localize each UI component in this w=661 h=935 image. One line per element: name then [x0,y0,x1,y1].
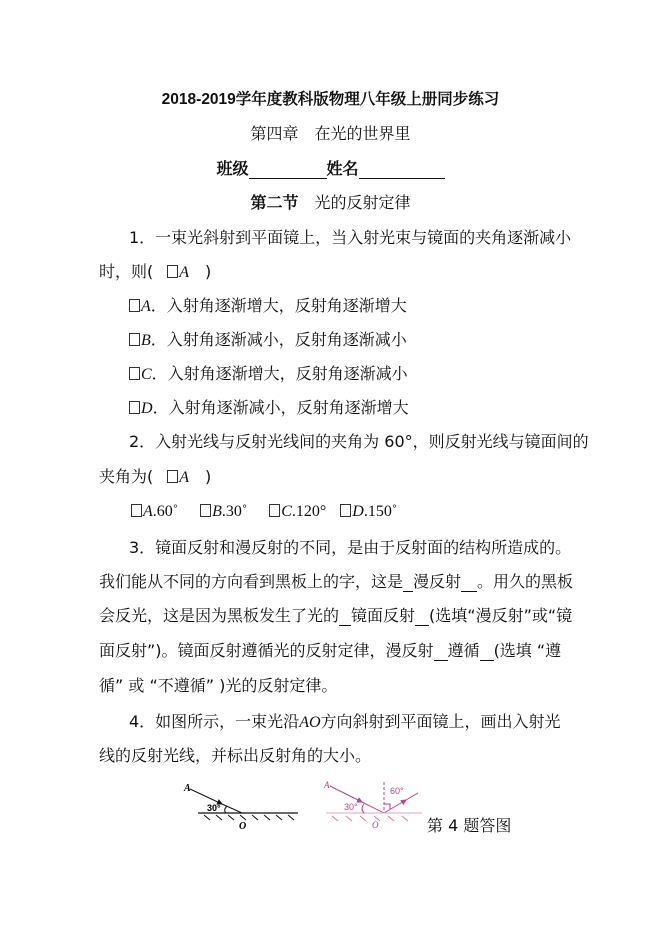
class-label: 班级 [216,159,249,178]
reflect-angle-arc [384,804,390,809]
option-letter: A [141,298,151,315]
section-title: 光的反射定律 [314,193,411,212]
q1-line1: 1．一束光斜射到平面镜上，当入射光束与镜面的夹角逐渐减小 [129,228,572,247]
reflection-answer-diagram [322,780,422,832]
class-blank[interactable] [249,162,327,179]
checkbox-icon [340,504,351,517]
q1-line2 [99,262,211,283]
q3-text: 面反射”)。镜面反射遵循光的反射定律，漫反射 [99,641,434,660]
point-o-label: O [239,821,247,832]
q2-option-a [131,503,178,520]
option-text: ．入射角逐渐增大，反射角逐渐增大 [150,296,407,315]
checkbox-icon [129,333,140,346]
option-text: .30˚ [221,503,248,520]
q4-text: 方向斜射到平面镜上，画出入射光 [320,712,561,731]
angle-arc [225,806,227,813]
checkbox-icon [167,470,178,483]
checkbox-icon [200,504,211,517]
q1-option-d [129,398,409,419]
q3-blank-2: 镜面反射 [351,606,416,625]
q1-answer: A [179,264,190,281]
option-letter: C [141,366,152,383]
q4-question-figure [180,778,304,836]
checkbox-icon [129,299,140,312]
section-label: 第二节 [250,193,299,212]
q2-option-c [269,503,326,520]
q4-answer-figure [322,780,422,832]
option-letter: B [141,332,151,349]
mirror-hatching [332,816,408,821]
option-text: ．入射角逐渐减小，反射角逐渐增大 [152,398,409,417]
option-letter: C [281,503,292,520]
checkbox-icon [129,367,140,380]
q2-option-d [340,503,397,520]
q3-blank-1: 漫反射 [413,572,462,591]
section-heading [0,193,661,213]
mirror-diagram [180,778,304,836]
document-title: 2018-2019学年度教科版物理八年级上册同步练习 [161,91,500,108]
q1-suffix: ) [205,262,212,281]
q3-blank-3: 遵循 [447,641,480,660]
q4-variable: AO [299,714,321,731]
reflected-ray [406,793,418,800]
q3-text: (选填 “遵 [493,641,562,660]
q1-option-c [129,364,408,385]
q1-prefix: 时，则( [99,262,154,281]
q2-line2 [99,467,211,488]
point-a-label: A [324,780,330,790]
checkbox-icon [269,504,280,517]
checkbox-icon [167,265,178,278]
q4-line1 [129,712,561,733]
name-label: 姓名 [326,159,359,178]
q3-line5: 循” 或 “不遵循” )光的反射定律。 [99,676,338,695]
point-o-label: O [372,820,379,830]
figure-caption: 第 4 题答图 [427,816,512,835]
q2-prefix: 夹角为( [99,467,154,486]
option-text: .120° [291,503,327,520]
reflected-ray-arrow [384,800,406,813]
q1-option-b [129,330,407,351]
q2-options [131,502,397,522]
angle-label: 30° [207,803,221,813]
checkbox-icon [129,401,140,414]
class-name-row [0,159,661,179]
option-text: ．入射角逐渐增大，反射角逐渐减小 [151,364,408,383]
q4-text: 4．如图所示，一束光沿 [129,712,300,731]
checkbox-icon [131,504,142,517]
q3-line3 [99,606,572,626]
point-a-label: A [184,783,191,794]
q3-line1: 3．镜面反射和漫反射的不同，是由于反射面的结构所造成的。 [129,538,572,557]
option-letter: D [141,400,153,417]
incident-angle-arc [362,804,364,813]
option-letter: B [212,503,222,520]
option-text: ．入射角逐渐减小，反射角逐渐减小 [150,330,407,349]
q3-text: 我们能从不同的方向看到黑板上的字，这是 [99,572,404,591]
incident-ray-arrow [330,786,362,802]
q3-line4 [99,641,561,661]
q3-text: 会反光，这是因为黑板发生了光的 [99,606,340,625]
q1-option-a [129,296,407,317]
option-text: .150˚ [363,503,398,520]
q2-answer: A [179,469,190,486]
q3-text: (选填“漫反射”或“镜 [429,606,573,625]
reflect-angle-label: 60° [390,786,404,796]
name-blank[interactable] [359,162,445,179]
incident-ray-arrow [190,789,222,804]
option-text: .60˚ [152,503,179,520]
q2-option-b [200,503,247,520]
incident-ray [362,802,384,813]
q4-line2: 线的反射光线，并标出反射角的大小。 [99,746,372,765]
mirror-hatching [204,815,294,820]
q3-text: 。用久的黑板 [477,572,574,591]
incident-angle-label: 30° [344,802,358,812]
option-letter: D [352,503,364,520]
chapter-title: 第四章 在光的世界里 [250,124,411,143]
q3-line2 [99,572,573,592]
q2-suffix: ) [205,467,212,486]
option-letter: A [143,503,153,520]
q2-line1: 2．入射光线与反射光线间的夹角为 60°，则反射光线与镜面间的 [129,432,589,451]
